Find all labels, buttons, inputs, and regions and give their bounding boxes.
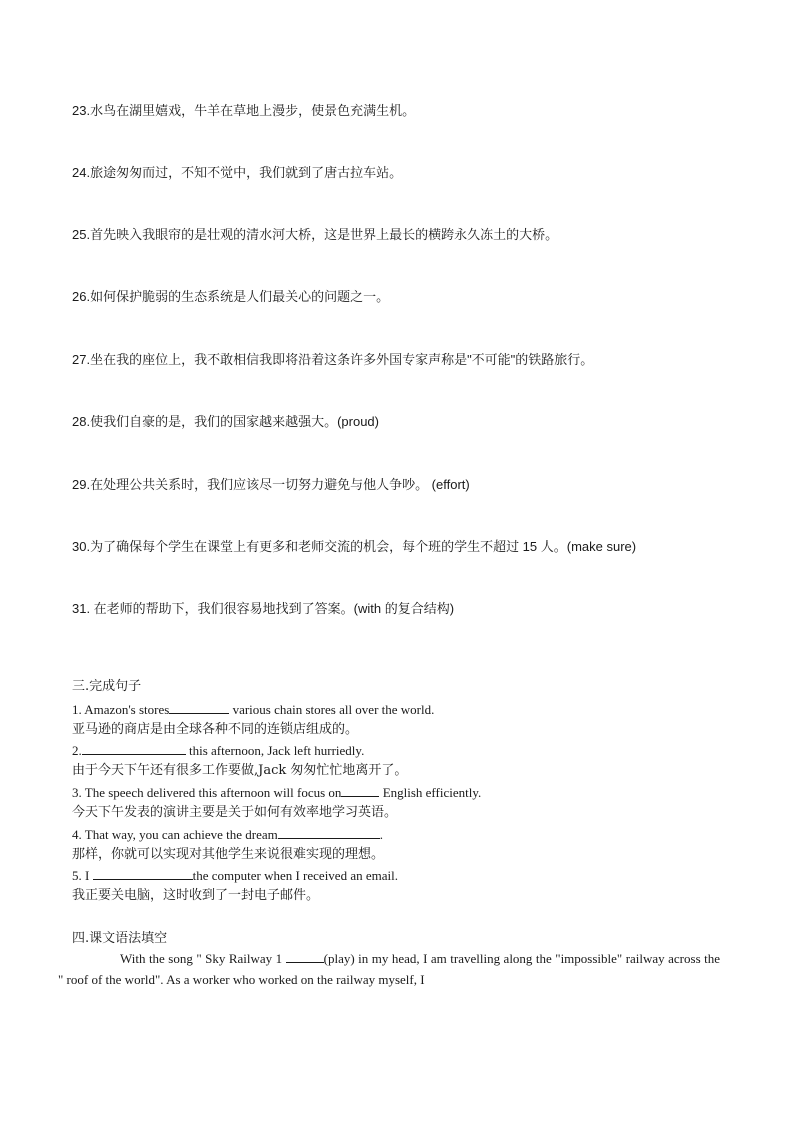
passage-text-part2: (play) in my head, I am travelling along the "impossible" railway across the " roof of the world". As a worker who worked on the railway myself, I (58, 951, 720, 987)
question-text-after: the computer when I received an email. (192, 868, 398, 883)
question-4 (72, 825, 383, 844)
question-1-translation: 亚马逊的商店是由全球各种不同的连锁店组成的。 (72, 722, 359, 737)
question-text-before: 5. I (72, 868, 93, 883)
translation-item-23: 23.水鸟在湖里嬉戏，牛羊在草地上漫步，使景色充满生机。 (72, 103, 416, 118)
question-2 (72, 741, 364, 760)
answer-blank[interactable] (93, 866, 193, 880)
answer-blank[interactable] (341, 783, 379, 797)
passage-paragraph (58, 948, 720, 990)
question-text-after: various chain stores all over the world. (229, 702, 435, 717)
section-title: 四.课文语法填空 (72, 931, 168, 946)
question-5 (72, 866, 398, 885)
question-text-after: this afternoon, Jack left hurriedly. (185, 743, 365, 758)
translation-item-26: 26.如何保护脆弱的生态系统是人们最关心的问题之一。 (72, 289, 390, 304)
question-text-before: 2. (72, 743, 82, 758)
passage-text-part1: With the song " Sky Railway 1 (120, 951, 286, 966)
answer-blank[interactable] (286, 949, 324, 963)
question-text-before: 4. That way, you can achieve the dream (72, 827, 278, 842)
question-text-before: 3. The speech delivered this afternoon will focus on (72, 785, 342, 800)
question-text-after: English efficiently. (379, 785, 482, 800)
answer-blank[interactable] (278, 825, 380, 839)
question-3-translation: 今天下午发表的演讲主要是关于如何有效率地学习英语。 (72, 805, 398, 820)
question-3 (72, 783, 481, 802)
question-5-translation: 我正要关电脑，这时收到了一封电子邮件。 (72, 888, 320, 903)
translation-item-28: 28.使我们自豪的是，我们的国家越来越强大。(proud) (72, 414, 379, 429)
section-title: 三.完成句子 (72, 679, 142, 694)
translation-item-31: 31. 在老师的帮助下，我们很容易地找到了答案。(with 的复合结构) (72, 601, 455, 616)
question-4-translation: 那样，你就可以实现对其他学生来说很难实现的理想。 (72, 847, 385, 862)
translation-item-30: 30.为了确保每个学生在课堂上有更多和老师交流的机会，每个班的学生不超过 15 人。(make sure) (72, 539, 637, 554)
answer-blank[interactable] (82, 741, 186, 755)
answer-blank[interactable] (169, 700, 229, 714)
question-2-translation: 由于今天下午还有很多工作要做,Jack 匆匆忙忙地离开了。 (72, 763, 408, 778)
question-text-after: . (379, 827, 383, 842)
translation-item-25: 25.首先映入我眼帘的是壮观的清水河大桥，这是世界上最长的横跨永久冻土的大桥。 (72, 227, 559, 242)
question-1 (72, 700, 434, 719)
translation-item-24: 24.旅途匆匆而过，不知不觉中，我们就到了唐古拉车站。 (72, 165, 403, 180)
translation-item-27: 27.坐在我的座位上，我不敢相信我即将沿着这条许多外国专家声称是"不可能"的铁路旅行。 (72, 352, 594, 367)
translation-item-29: 29.在处理公共关系时，我们应该尽一切努力避免与他人争吵。 (effort) (72, 477, 470, 492)
question-text-before: 1. Amazon's stores (72, 702, 170, 717)
